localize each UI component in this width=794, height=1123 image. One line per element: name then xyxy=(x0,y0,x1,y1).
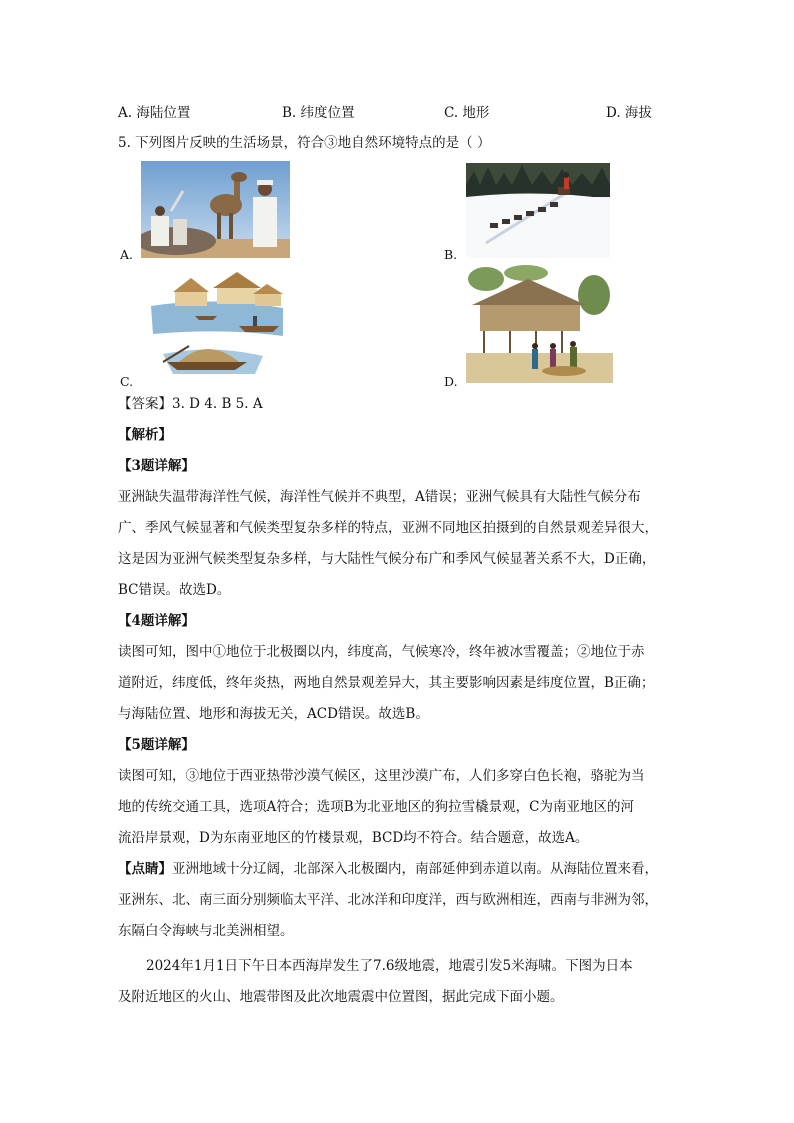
option-c: C. 地形 xyxy=(444,105,490,121)
question-5: 5. 下列图片反映的生活场景，符合③地自然环境特点的是（ ） xyxy=(118,135,491,151)
bamboo-house-picture xyxy=(466,265,613,383)
tip-heading: 【点睛】 xyxy=(118,861,172,877)
q3-line-4: BC错误。故选D。 xyxy=(118,582,231,598)
option-d: D. 海拔 xyxy=(606,105,652,121)
q5-line-3: 流沿岸景观，D为东南亚地区的竹楼景观，BCD均不符合。结合题意，故选A。 xyxy=(118,830,589,846)
q3-line-3: 这是因为亚洲气候类型复杂多样，与大陆性气候分布广和季风气候显著关系不大，D正确， xyxy=(118,551,656,567)
tip-text-1: 亚洲地域十分辽阔，北部深入北极圈内，南部延伸到赤道以南。从海陆位置来看， xyxy=(172,861,658,877)
q3-heading: 【3题详解】 xyxy=(118,458,195,474)
picture-label-a: A. xyxy=(120,247,134,262)
q4-line-2: 道附近，纬度低，终年炎热，两地自然景观差异大，其主要影响因素是纬度位置，B正确； xyxy=(118,675,655,691)
analysis-heading: 【解析】 xyxy=(118,427,172,443)
picture-label-b: B. xyxy=(444,247,458,262)
q5-line-1: 读图可知，③地位于西亚热带沙漠气候区，这里沙漠广布，人们多穿白色长袍，骆驼为当 xyxy=(118,768,645,784)
tip-line-2: 亚洲东、北、南三面分别频临太平洋、北冰洋和印度洋，西与欧洲相连，西南与非洲为邻， xyxy=(118,892,658,908)
tip-line-1 xyxy=(118,859,658,879)
passage-line-1: 2024年1月1日下午日本西海岸发生了7.6级地震，地震引发5米海啸。下图为日本 xyxy=(146,958,633,974)
river-boats-picture xyxy=(143,266,291,378)
q3-line-2: 广、季风气候显著和气候类型复杂多样的特点，亚洲不同地区拍摄到的自然景观差异很大， xyxy=(118,520,658,536)
q5-heading: 【5题详解】 xyxy=(118,737,195,753)
desert-camel-picture xyxy=(141,161,290,258)
q3-line-1: 亚洲缺失温带海洋性气候，海洋性气候并不典型，A错误；亚洲气候具有大陆性气候分布 xyxy=(118,489,641,505)
q5-line-2: 地的传统交通工具，选项A符合；选项B为北亚地区的狗拉雪橇景观，C为南亚地区的河 xyxy=(118,799,634,815)
q4-heading: 【4题详解】 xyxy=(118,613,195,629)
q4-line-1: 读图可知，图中①地位于北极圈以内，纬度高，气候寒冷，终年被冰雪覆盖；②地位于赤 xyxy=(118,644,645,660)
dog-sled-picture xyxy=(466,163,610,258)
picture-label-c: C. xyxy=(120,374,134,389)
option-b: B. 纬度位置 xyxy=(282,105,355,121)
answer-line: 【答案】3. D 4. B 5. A xyxy=(118,396,263,412)
option-a: A. 海陆位置 xyxy=(118,105,191,121)
q4-line-3: 与海陆位置、地形和海拔无关，ACD错误。故选B。 xyxy=(118,706,429,722)
picture-label-d: D. xyxy=(444,374,458,389)
passage-line-2: 及附近地区的火山、地震带图及此次地震震中位置图，据此完成下面小题。 xyxy=(118,989,564,1005)
tip-line-3: 东隔白令海峡与北美洲相望。 xyxy=(118,923,294,939)
